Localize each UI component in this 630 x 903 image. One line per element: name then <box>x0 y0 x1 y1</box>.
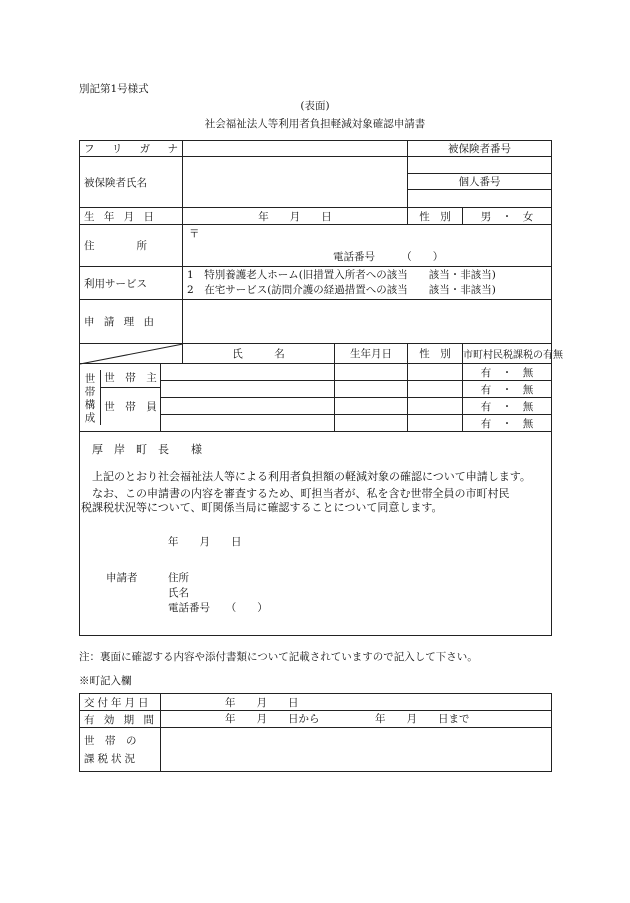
member2-tax-field[interactable]: 有 ・ 無 <box>463 398 552 415</box>
declaration-para2-line1: なお、この申請書の内容を審査するため、町担当者が、私を含む世帯全員の市町村民 <box>92 487 510 500</box>
household-group-label: 世帯構成 <box>80 370 101 425</box>
declaration-date[interactable]: 年 月 日 <box>168 536 242 548</box>
note: 注：裏面に確認する内容や添付書類について記載されていますので記入して下さい。 <box>79 651 478 663</box>
form-id: 別記第1号様式 <box>79 83 149 95</box>
member3-sex-field[interactable] <box>408 415 463 432</box>
service-item-2: 2 在宅サービス(訪問介護の経過措置への該当 該当・非該当) <box>187 284 496 296</box>
member1-sex-field[interactable] <box>408 381 463 398</box>
head-tax-field[interactable]: 有 ・ 無 <box>463 364 552 381</box>
household-group-cell <box>80 364 161 432</box>
office-section-title: ※町記入欄 <box>79 675 132 687</box>
personal-number-field[interactable] <box>408 190 552 208</box>
declaration-para2-line2: 税課税状況等について、町関係当局に確認することについて同意します。 <box>81 501 443 514</box>
household-corner <box>80 344 183 364</box>
postal-mark: 〒 <box>189 228 200 240</box>
form-side: (表面) <box>300 100 330 112</box>
member1-birth-field[interactable] <box>335 381 408 398</box>
services-field[interactable] <box>183 267 552 300</box>
sex-field[interactable]: 男 ・ 女 <box>463 208 552 225</box>
birth-field[interactable]: 年 月 日 <box>183 208 408 225</box>
member2-birth-field[interactable] <box>335 398 408 415</box>
form-title: 社会福祉法人等利用者負担軽減対象確認申請書 <box>204 118 426 130</box>
tax-status-field[interactable] <box>161 728 552 772</box>
furigana-label: フ リ ガ ナ <box>80 141 183 157</box>
address-label: 住 所 <box>80 225 183 267</box>
member1-tax-field[interactable]: 有 ・ 無 <box>463 381 552 398</box>
household-member-label: 世 帯 員 <box>104 401 157 413</box>
reason-field[interactable] <box>183 300 552 344</box>
tax-status-label <box>80 728 161 772</box>
col-birth-header: 生年月日 <box>335 344 408 364</box>
col-sex-header: 性 別 <box>408 344 463 364</box>
valid-period-label: 有 効 期 間 <box>80 711 161 728</box>
member2-sex-field[interactable] <box>408 398 463 415</box>
col-tax-header: 市町村民税課税の有無 <box>463 344 552 364</box>
furigana-field[interactable] <box>183 141 408 157</box>
member1-name-field[interactable] <box>161 381 335 398</box>
sex-label: 性 別 <box>408 208 463 225</box>
declaration-cell <box>80 432 552 636</box>
household-head-label: 世 帯 主 <box>101 370 160 388</box>
issue-date-field[interactable]: 年 月 日 <box>161 694 552 711</box>
applicant-address[interactable]: 住所 <box>168 572 189 584</box>
head-name-field[interactable] <box>161 364 335 381</box>
birth-label: 生 年 月 日 <box>80 208 183 225</box>
service-item-1: 1 特別養護老人ホーム(旧措置入所者への該当 該当・非該当) <box>187 269 496 281</box>
insured-name-field[interactable] <box>183 157 408 208</box>
reason-label: 申 請 理 由 <box>80 300 183 344</box>
issue-date-label: 交付年月日 <box>80 694 161 711</box>
personal-number-label: 個人番号 <box>408 174 552 190</box>
applicant-name[interactable]: 氏名 <box>168 587 189 599</box>
insured-number-field[interactable] <box>408 157 552 174</box>
valid-period-field[interactable] <box>161 711 552 728</box>
applicant-phone[interactable]: 電話番号 （ ） <box>168 602 268 614</box>
addressee: 厚 岸 町 長 様 <box>92 443 202 456</box>
office-table <box>79 693 552 772</box>
valid-to: 年 月 日まで <box>375 713 470 725</box>
col-name-header: 氏 名 <box>183 344 335 364</box>
application-table <box>79 140 564 636</box>
member3-name-field[interactable] <box>161 415 335 432</box>
phone-label: 電話番号 （ ） <box>333 251 444 263</box>
member3-tax-field[interactable]: 有 ・ 無 <box>463 415 552 432</box>
services-label: 利用サービス <box>80 267 183 300</box>
tax-status-label-line2: 課税状況 <box>84 752 138 765</box>
declaration-para1: 上記のとおり社会福祉法人等による利用者負担額の軽減対象の確認について申請します。 <box>92 470 531 483</box>
head-birth-field[interactable] <box>335 364 408 381</box>
diagonal-line <box>80 344 183 364</box>
head-sex-field[interactable] <box>408 364 463 381</box>
insured-name-label: 被保険者氏名 <box>80 157 183 208</box>
valid-from: 年 月 日から <box>225 713 320 725</box>
tax-status-label-line1: 世 帯 の <box>84 734 137 747</box>
applicant-label: 申請者 <box>106 572 138 584</box>
member2-name-field[interactable] <box>161 398 335 415</box>
insured-number-label: 被保険者番号 <box>408 141 552 157</box>
member3-birth-field[interactable] <box>335 415 408 432</box>
address-field[interactable] <box>183 225 552 267</box>
